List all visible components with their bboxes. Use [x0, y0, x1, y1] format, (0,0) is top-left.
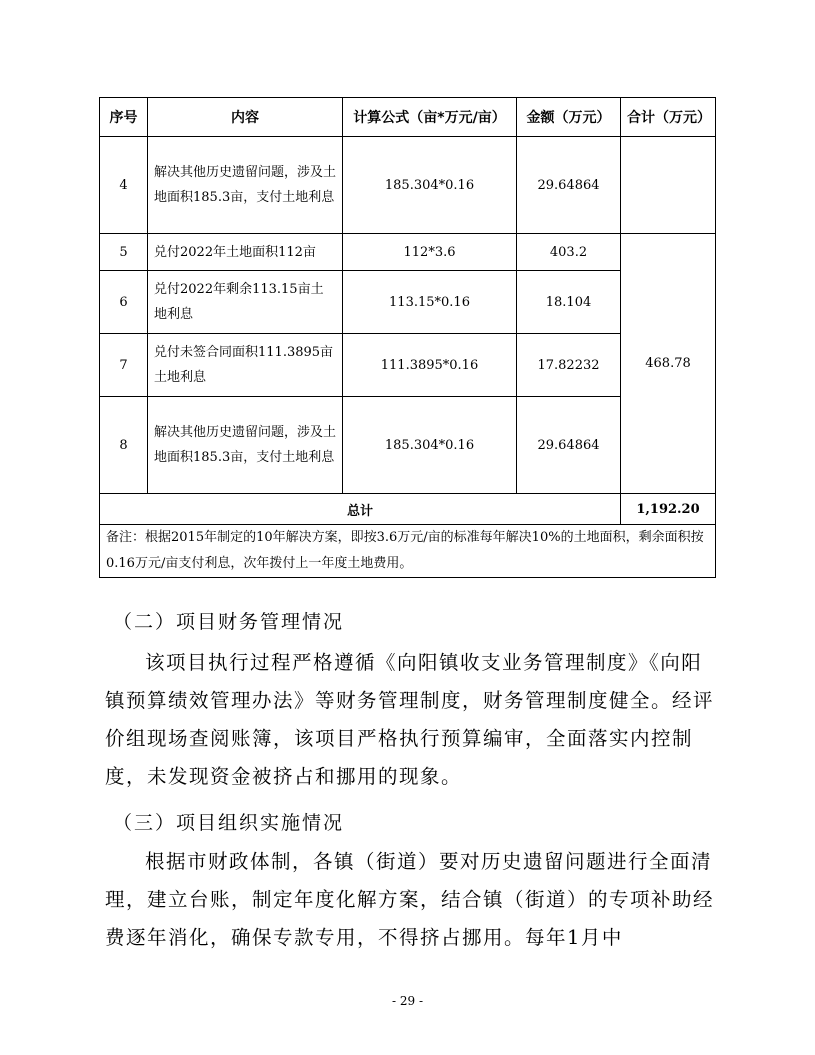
row-content: 兑付2022年剩余113.15亩土地利息	[148, 271, 343, 334]
table-header-row	[100, 98, 716, 137]
row-no: 8	[100, 397, 148, 494]
budget-table	[99, 97, 716, 578]
header-content: 内容	[148, 98, 343, 137]
section-3-heading: （三）项目组织实施情况	[113, 812, 345, 834]
row-content: 兑付未签合同面积111.3895亩土地利息	[148, 334, 343, 397]
row-formula: 113.15*0.16	[343, 271, 517, 334]
section-3-paragraph: 根据市财政体制，各镇（街道）要对历史遗留问题进行全面清理，建立台账，制定年度化解方案，结合镇（街道）的专项补助经费逐年消化，确保专款专用，不得挤占挪用。每年1月中	[105, 850, 715, 949]
row-formula: 185.304*0.16	[343, 137, 517, 234]
table-note: 备注：根据2015年制定的10年解决方案，即按3.6万元/亩的标准每年解决10%的土地面积，剩余面积按0.16万元/亩支付利息，次年拨付上一年度土地费用。	[100, 525, 716, 578]
row-content: 解决其他历史遗留问题，涉及土地面积185.3亩，支付土地利息	[148, 397, 343, 494]
section-2-heading: （二）项目财务管理情况	[113, 611, 345, 633]
row-formula: 112*3.6	[343, 234, 517, 271]
row-total-empty	[621, 137, 716, 234]
row-amount: 17.82232	[517, 334, 621, 397]
row-formula: 111.3895*0.16	[343, 334, 517, 397]
section-2-body	[105, 644, 717, 796]
row-amount: 18.104	[517, 271, 621, 334]
row-amount: 29.64864	[517, 137, 621, 234]
row-content: 兑付2022年土地面积112亩	[148, 234, 343, 271]
table-row	[100, 234, 716, 271]
header-formula: 计算公式（亩*万元/亩）	[343, 98, 517, 137]
row-amount: 29.64864	[517, 397, 621, 494]
note-row	[100, 525, 716, 578]
header-amount: 金额（万元）	[517, 98, 621, 137]
total-row	[100, 494, 716, 525]
row-amount: 403.2	[517, 234, 621, 271]
header-no: 序号	[100, 98, 148, 137]
table-row	[100, 137, 716, 234]
page-number: - 29 -	[391, 994, 423, 1008]
header-total: 合计（万元）	[621, 98, 716, 137]
row-no: 6	[100, 271, 148, 334]
row-formula: 185.304*0.16	[343, 397, 517, 494]
total-value: 1,192.20	[621, 494, 716, 525]
row-no: 7	[100, 334, 148, 397]
row-no: 4	[100, 137, 148, 234]
subtotal-cell: 468.78	[621, 234, 716, 494]
row-no: 5	[100, 234, 148, 271]
section-3-body	[105, 843, 717, 957]
section-2-paragraph: 该项目执行过程严格遵循《向阳镇收支业务管理制度》《向阳镇预算绩效管理办法》等财务管理制度，财务管理制度健全。经评价组现场查阅账簿，该项目严格执行预算编审，全面落实内控制度，未发现资金被挤占和挪用的现象。	[105, 651, 715, 788]
total-label: 总计	[100, 494, 621, 525]
row-content: 解决其他历史遗留问题，涉及土地面积185.3亩，支付土地利息	[148, 137, 343, 234]
